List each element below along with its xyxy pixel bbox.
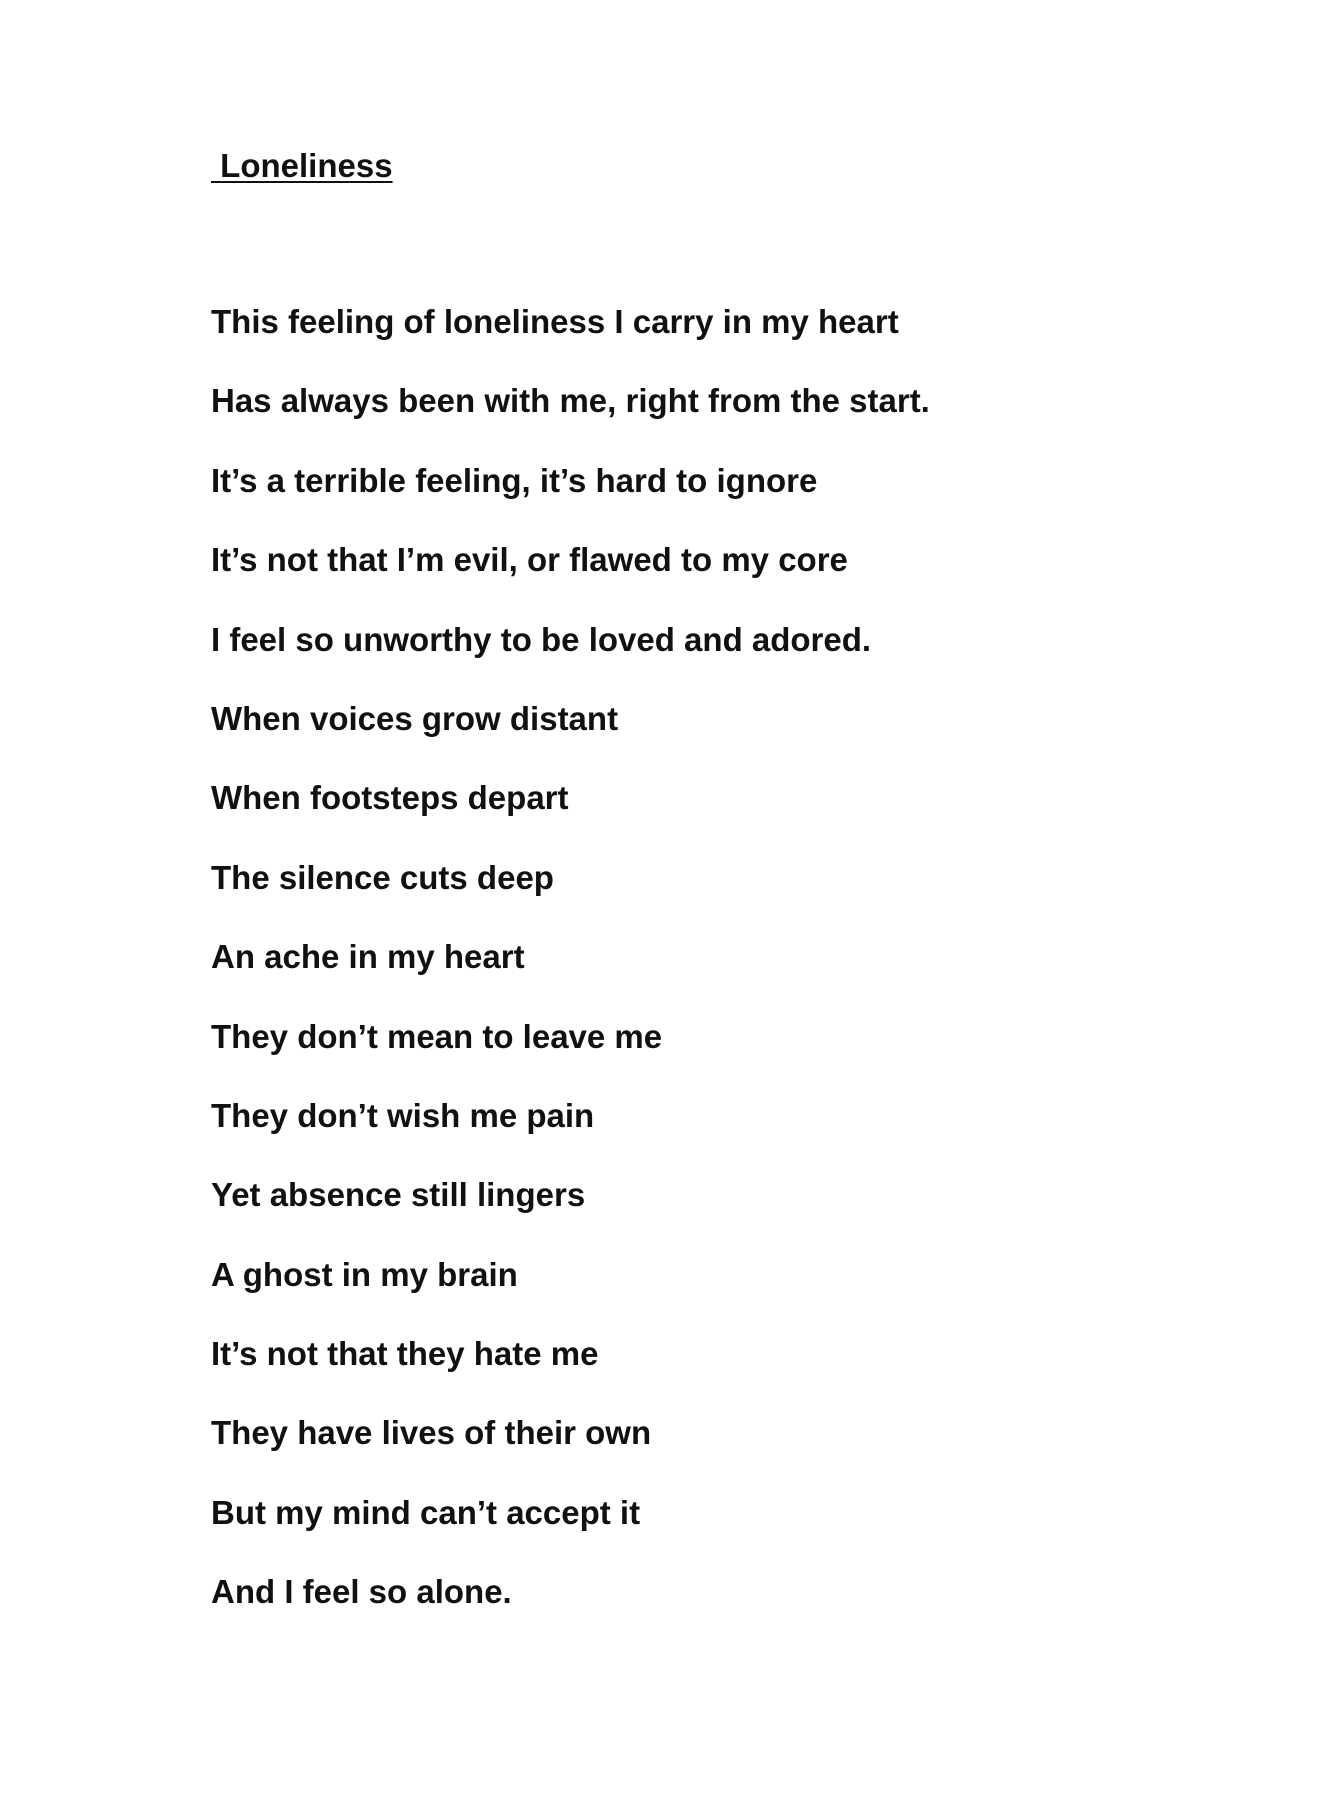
poem-title: Loneliness — [211, 147, 393, 184]
poem-line: When voices grow distant — [211, 699, 619, 737]
poem-line: I feel so unworthy to be loved and adored. — [211, 620, 872, 658]
poem-line: The silence cuts deep — [211, 858, 554, 896]
poem-line: But my mind can’t accept it — [211, 1493, 641, 1531]
poem-line: They don’t mean to leave me — [211, 1017, 663, 1055]
poem-line: And I feel so alone. — [211, 1573, 512, 1611]
poem-line: Has always been with me, right from the start. — [211, 382, 930, 420]
poem-line: An ache in my heart — [211, 938, 525, 976]
poem-line: A ghost in my brain — [211, 1255, 518, 1293]
poem-line: They have lives of their own — [211, 1414, 652, 1452]
poem-body — [211, 302, 930, 1652]
poem-line: This feeling of loneliness I carry in my heart — [211, 303, 899, 340]
poem-line: They don’t wish me pain — [211, 1096, 595, 1134]
poem-line: It’s not that they hate me — [211, 1335, 599, 1373]
poem-line: It’s a terrible feeling, it’s hard to ignore — [211, 461, 818, 499]
poem-line: Yet absence still lingers — [211, 1176, 586, 1214]
poem-line: When footsteps depart — [211, 779, 569, 817]
poem-line: It’s not that I’m evil, or flawed to my core — [211, 541, 848, 579]
